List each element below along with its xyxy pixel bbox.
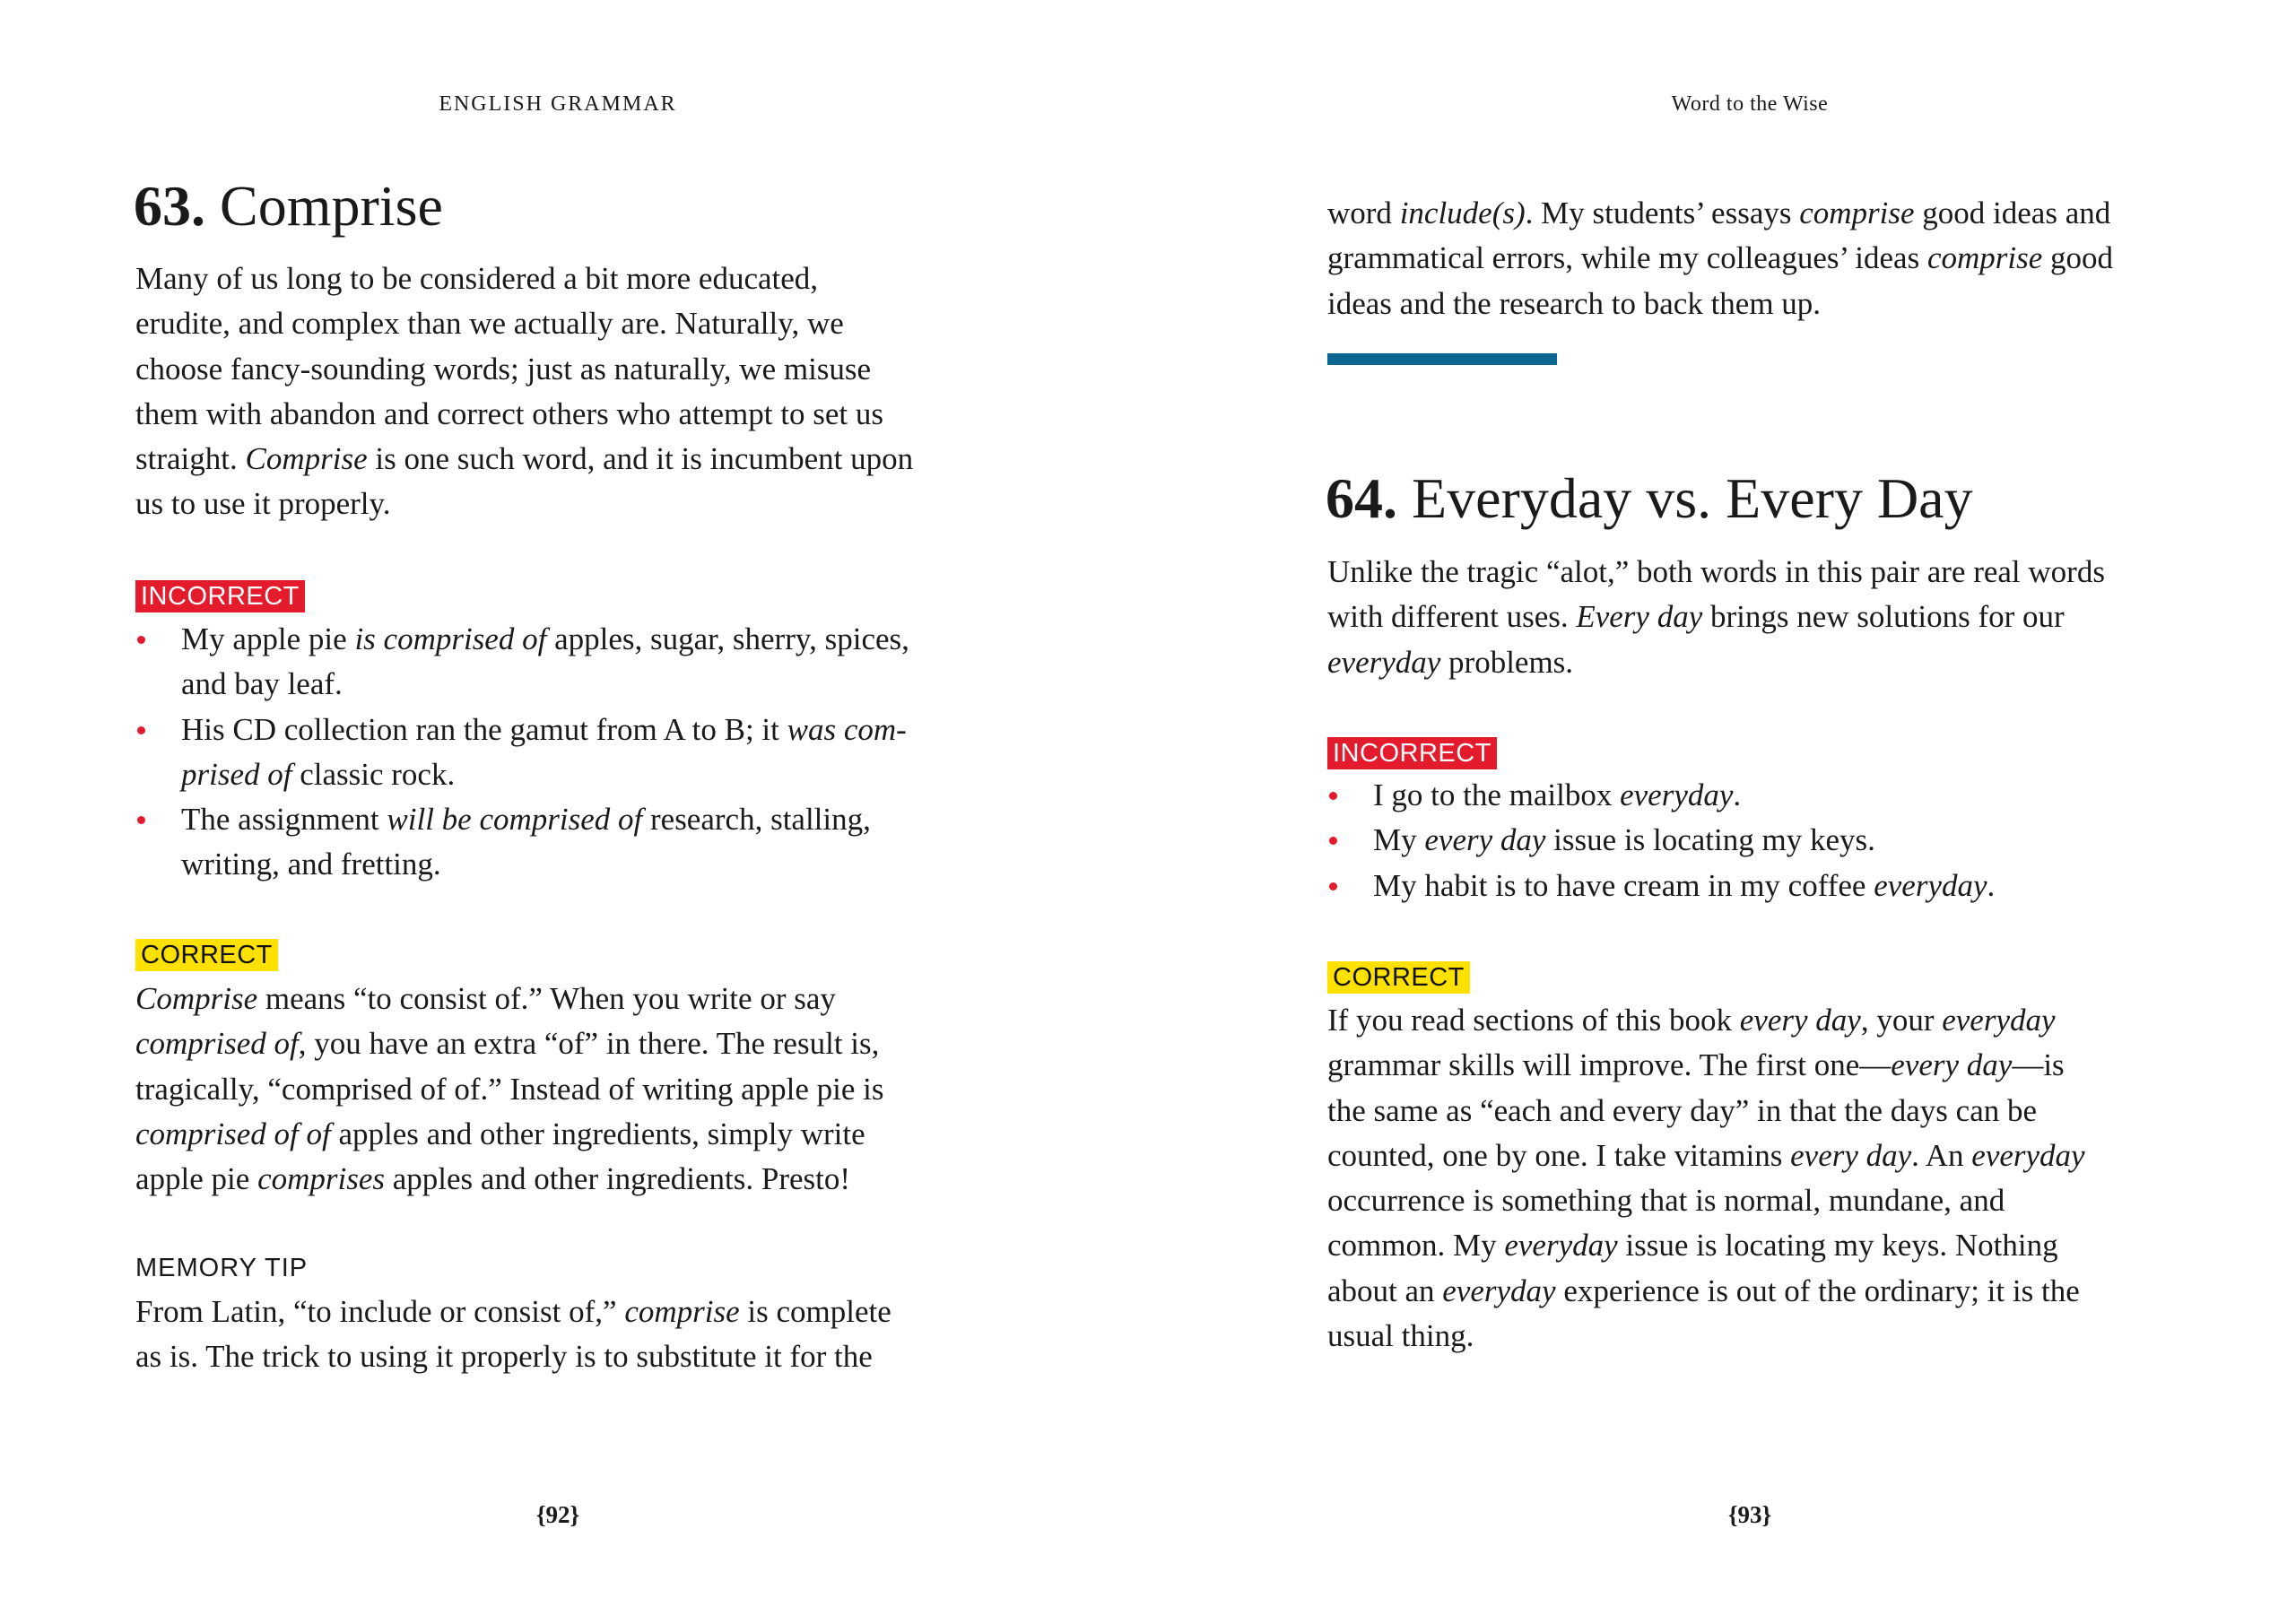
- page-number-right: {93}: [1727, 1501, 1772, 1528]
- text-line: [181, 752, 909, 797]
- text-run: experience is out of the ordinary; it is the: [1555, 1273, 2080, 1308]
- memory-tip-heading: MEMORY TIP: [135, 1254, 309, 1282]
- text-line: [135, 256, 913, 301]
- emphasis-run: include(s): [1399, 195, 1526, 230]
- incorrect-list: [1327, 773, 1995, 908]
- emphasis-run: was com-: [787, 711, 907, 747]
- text-run: classic rock.: [291, 756, 456, 792]
- text-run: —is: [2012, 1047, 2065, 1083]
- intro-paragraph: [1327, 550, 2105, 685]
- text-run: My habit is to have cream in my coffee: [1373, 867, 1874, 903]
- text-line: [135, 392, 913, 437]
- text-run: . My students’ essays: [1525, 195, 1800, 230]
- text-run: apples, sugar, sherry, spices,: [546, 621, 909, 656]
- text-run: common. My: [1327, 1228, 1505, 1264]
- section-number: 64.: [1326, 466, 1397, 530]
- emphasis-run: everyday: [1942, 1003, 2056, 1038]
- emphasis-run: everyday: [1620, 777, 1734, 812]
- text-run: about an: [1327, 1273, 1443, 1308]
- text-run: My: [1373, 822, 1425, 858]
- text-line: [181, 708, 909, 752]
- incorrect-list: [135, 617, 909, 888]
- text-line: [1327, 1134, 2085, 1178]
- text-run: research, stalling,: [642, 802, 871, 838]
- emphasis-run: every day: [1790, 1137, 1912, 1173]
- text-run: The assignment: [181, 802, 387, 838]
- text-line: [1327, 1269, 2085, 1314]
- text-run: writing, and fretting.: [181, 847, 441, 882]
- emphasis-run: comprised of: [135, 1026, 299, 1062]
- text-line: [1327, 595, 2105, 639]
- text-run: as is. The trick to using it properly is to substitute it for the: [135, 1339, 873, 1375]
- text-line: [135, 1290, 891, 1334]
- emphasis-run: every day: [1739, 1003, 1861, 1038]
- emphasis-run: comprised of of: [135, 1116, 331, 1151]
- text-run: is complete: [739, 1294, 891, 1329]
- text-line: [1327, 1223, 2085, 1268]
- bullet-icon: [1329, 837, 1337, 845]
- text-run: tragically, “comprised of of.” Instead of writing apple pie is: [135, 1071, 884, 1107]
- text-run: issue is locating my keys. Nothing: [1617, 1228, 2058, 1264]
- text-run: His CD collection ran the gamut from A to B; it: [181, 711, 787, 747]
- text-run: good ideas and: [1914, 195, 2111, 230]
- text-line: [1373, 864, 1995, 908]
- page-number-left: {92}: [535, 1501, 580, 1528]
- text-run: with different uses.: [1327, 599, 1577, 635]
- section-title: Everyday vs. Every Day: [1412, 466, 1973, 530]
- text-line: [1327, 550, 2105, 595]
- text-line: [135, 301, 913, 346]
- text-line: [1327, 640, 2105, 685]
- text-run: apple pie: [135, 1161, 258, 1197]
- incorrect-label: INCORRECT: [135, 580, 305, 612]
- text-run: ideas and the research to back them up.: [1327, 285, 1822, 321]
- text-run: means “to consist of.” When you write or say: [257, 981, 836, 1016]
- text-run: problems.: [1440, 644, 1574, 680]
- bullet-icon: [1329, 792, 1337, 800]
- emphasis-run: comprise: [624, 1294, 740, 1329]
- text-line: [1327, 191, 2113, 236]
- text-run: and bay leaf.: [181, 666, 343, 702]
- emphasis-run: Comprise: [245, 441, 368, 477]
- correct-paragraph: [1327, 998, 2085, 1359]
- running-head-right: Word to the Wise: [1671, 92, 1829, 116]
- emphasis-run: comprise: [1799, 195, 1915, 230]
- emphasis-run: will be comprised of: [387, 802, 643, 838]
- correct-label: CORRECT: [135, 939, 278, 971]
- text-line: [135, 977, 884, 1021]
- section-divider: [1327, 353, 1557, 365]
- text-line: [1327, 1314, 2085, 1359]
- text-run: .: [1987, 867, 1996, 903]
- text-line: [1327, 282, 2113, 326]
- emphasis-run: is comprised of: [354, 621, 547, 656]
- bullet-icon: [137, 636, 145, 644]
- text-line: [181, 662, 909, 707]
- text-line: [1327, 1043, 2085, 1088]
- text-run: erudite, and complex than we actually are. Naturally, we: [135, 306, 844, 342]
- intro-paragraph: [135, 256, 913, 527]
- list-item: [135, 797, 909, 888]
- text-run: apples and other ingredients, simply write: [330, 1116, 865, 1151]
- text-run: straight.: [135, 441, 246, 477]
- text-line: [1327, 236, 2113, 281]
- text-run: Many of us long to be considered a bit more educated,: [135, 261, 819, 296]
- emphasis-run: comprise: [1926, 240, 2043, 276]
- text-run: , your: [1860, 1003, 1943, 1038]
- list-item: [1327, 864, 1995, 908]
- text-run: choose fancy-sounding words; just as naturally, we misuse: [135, 351, 872, 387]
- emphasis-run: everyday: [1874, 867, 1987, 903]
- text-line: [135, 1112, 884, 1157]
- emphasis-run: every day: [1891, 1047, 2013, 1083]
- correct-paragraph: [135, 977, 884, 1202]
- text-line: [181, 617, 909, 662]
- text-line: [181, 842, 909, 887]
- text-run: From Latin, “to include or consist of,”: [135, 1294, 625, 1329]
- text-line: [135, 1067, 884, 1112]
- section-number: 63.: [134, 174, 205, 238]
- text-run: .: [1733, 777, 1742, 812]
- text-line: [135, 347, 913, 392]
- section-heading-63: [134, 172, 443, 240]
- incorrect-label: INCORRECT: [1327, 737, 1497, 769]
- text-line: [135, 482, 913, 526]
- text-run: counted, one by one. I take vitamins: [1327, 1137, 1791, 1173]
- text-line: [181, 797, 909, 842]
- text-run: usual thing.: [1327, 1318, 1474, 1354]
- text-line: [1327, 998, 2085, 1043]
- text-run: issue is locating my keys.: [1545, 822, 1875, 858]
- memory-tip-paragraph: [135, 1290, 891, 1380]
- text-line: [1327, 1089, 2085, 1134]
- text-run: Unlike the tragic “alot,” both words in this pair are real words: [1327, 554, 2105, 589]
- bullet-icon: [1329, 882, 1337, 890]
- section-title: Comprise: [220, 174, 443, 238]
- correct-label: CORRECT: [1327, 961, 1470, 994]
- text-line: [135, 437, 913, 482]
- emphasis-run: everyday: [1971, 1137, 2085, 1173]
- list-item: [1327, 818, 1995, 863]
- text-run: apples and other ingredients. Presto!: [385, 1161, 851, 1197]
- text-run: occurrence is something that is normal, mundane, and: [1327, 1183, 2005, 1219]
- text-run: word: [1327, 195, 1400, 230]
- text-line: [1327, 1178, 2085, 1223]
- emphasis-run: comprises: [257, 1161, 385, 1197]
- text-run: I go to the mailbox: [1373, 777, 1621, 812]
- running-head-left: ENGLISH GRAMMAR: [439, 92, 677, 116]
- text-run: , you have an extra “of” in there. The result is,: [298, 1026, 880, 1062]
- text-run: good: [2042, 240, 2114, 276]
- emphasis-run: Every day: [1576, 599, 1703, 635]
- text-run: grammar skills will improve. The first one—: [1327, 1047, 1892, 1083]
- emphasis-run: prised of: [181, 756, 292, 792]
- text-run: . An: [1911, 1137, 1972, 1173]
- emphasis-run: everyday: [1504, 1228, 1618, 1264]
- emphasis-run: everyday: [1442, 1273, 1556, 1308]
- text-run: them with abandon and correct others who attempt to set us: [135, 395, 883, 431]
- continued-paragraph: [1327, 191, 2113, 326]
- list-item: [135, 617, 909, 708]
- text-line: [135, 1334, 891, 1379]
- text-line: [1373, 773, 1995, 818]
- text-run: If you read sections of this book: [1327, 1003, 1740, 1038]
- text-run: brings new solutions for our: [1702, 599, 2065, 635]
- text-line: [1373, 818, 1995, 863]
- section-heading-64: [1326, 465, 1973, 533]
- text-run: grammatical errors, while my colleagues’ ideas: [1327, 240, 1927, 276]
- text-run: us to use it properly.: [135, 486, 391, 522]
- text-line: [135, 1021, 884, 1066]
- emphasis-run: every day: [1424, 822, 1546, 858]
- list-item: [1327, 773, 1995, 818]
- list-item: [135, 708, 909, 798]
- text-run: My apple pie: [181, 621, 355, 656]
- bullet-icon: [137, 816, 145, 824]
- text-line: [135, 1157, 884, 1202]
- bullet-icon: [137, 726, 145, 734]
- text-run: the same as “each and every day” in that the days can be: [1327, 1092, 2038, 1128]
- emphasis-run: Comprise: [135, 981, 258, 1016]
- text-run: is one such word, and it is incumbent upon: [367, 441, 914, 477]
- emphasis-run: everyday: [1327, 644, 1441, 680]
